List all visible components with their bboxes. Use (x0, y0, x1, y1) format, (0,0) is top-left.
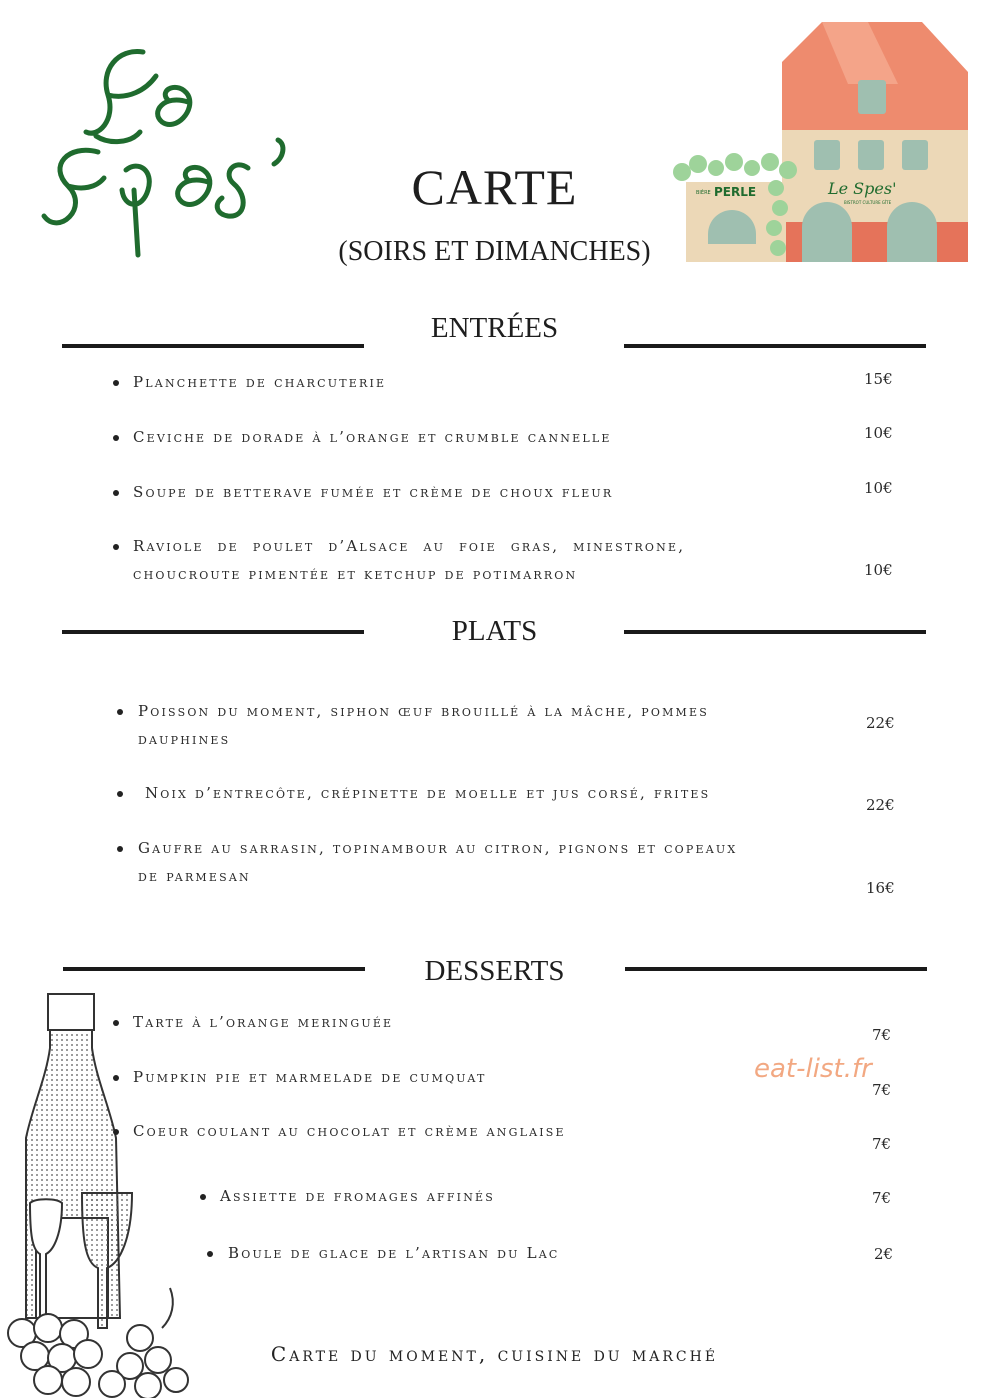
menu-item-price: 7€ (872, 1135, 892, 1153)
bullet (117, 709, 123, 715)
menu-item-name: Planchette de charcuterie (133, 373, 387, 391)
section-title-entrees: ENTRÉES (430, 312, 559, 344)
bullet (200, 1194, 206, 1200)
bullet (113, 544, 119, 550)
building-sign-lespes: Le Spes' (828, 179, 897, 198)
divider-right (624, 344, 926, 348)
menu-item-name-line1: Raviole de poulet d’Alsace au foie gras, minestrone, (133, 537, 686, 555)
footer-note: Carte du moment, cuisine du marché (270, 1342, 719, 1366)
menu-item-name: Soupe de betterave fumée et crème de choux fleur (133, 483, 614, 501)
page-subtitle: (SOIRS ET DIMANCHES) (338, 236, 651, 267)
bullet (113, 1020, 119, 1026)
menu-item-name: Ceviche de dorade à l’orange et crumble cannelle (133, 428, 612, 446)
divider-left (62, 344, 364, 348)
menu-item-name: Boule de glace de l’artisan du Lac (228, 1244, 560, 1262)
building-sign-subtitle: BISTROT CULTURE GÎTE (844, 200, 892, 205)
bullet (117, 846, 123, 852)
menu-item-price: 10€ (864, 561, 893, 579)
menu-item-name-line2: dauphines (138, 730, 231, 748)
menu-item-price: 7€ (872, 1026, 892, 1044)
menu-item-name: Coeur coulant au chocolat et crème anglaise (133, 1122, 566, 1140)
menu-item-name-line1: Gaufre au sarrasin, topinambour au citron, pignons et copeaux (138, 839, 738, 857)
bistrot-building-illustration (672, 22, 972, 264)
bullet (113, 380, 119, 386)
bullet (113, 1075, 119, 1081)
menu-item-price: 2€ (874, 1245, 894, 1263)
menu-item-price: 16€ (866, 879, 895, 897)
page-title: CARTE (411, 159, 578, 215)
bullet (113, 1129, 119, 1135)
section-title-desserts: DESSERTS (424, 955, 565, 987)
bullet (207, 1251, 213, 1257)
menu-item-name: Noix d’entrecôte, crépinette de moelle et jus corsé, frites (138, 784, 711, 802)
menu-item-name: Assiette de fromages affinés (220, 1187, 495, 1205)
building-sign-perle: PERLE (714, 185, 757, 199)
menu-item-name-line2: choucroute pimentée et ketchup de potimarron (133, 565, 578, 583)
menu-item-price: 22€ (866, 796, 895, 814)
menu-item-name: Pumpkin pie et marmelade de cumquat (133, 1068, 487, 1086)
menu-item-name: Tarte à l’orange meringuée (133, 1013, 394, 1031)
menu-item-price: 7€ (872, 1189, 892, 1207)
menu-item-price: 22€ (866, 714, 895, 732)
menu-item-price: 10€ (864, 479, 893, 497)
watermark: eat-list.fr (754, 1054, 872, 1084)
champagne-bottle-illustration (0, 988, 200, 1398)
menu-item-price: 7€ (872, 1081, 892, 1099)
bullet (113, 490, 119, 496)
menu-item-name-line1: Poisson du moment, siphon œuf brouillé à la mâche, pommes (138, 702, 709, 720)
menu-item-name-line2: de parmesan (138, 867, 251, 885)
menu-item-price: 15€ (864, 370, 893, 388)
bullet (113, 435, 119, 441)
bullet (117, 791, 123, 797)
section-title-plats: PLATS (451, 615, 538, 647)
building-sign-small: BIÈRE (696, 190, 711, 196)
menu-item-price: 10€ (864, 424, 893, 442)
